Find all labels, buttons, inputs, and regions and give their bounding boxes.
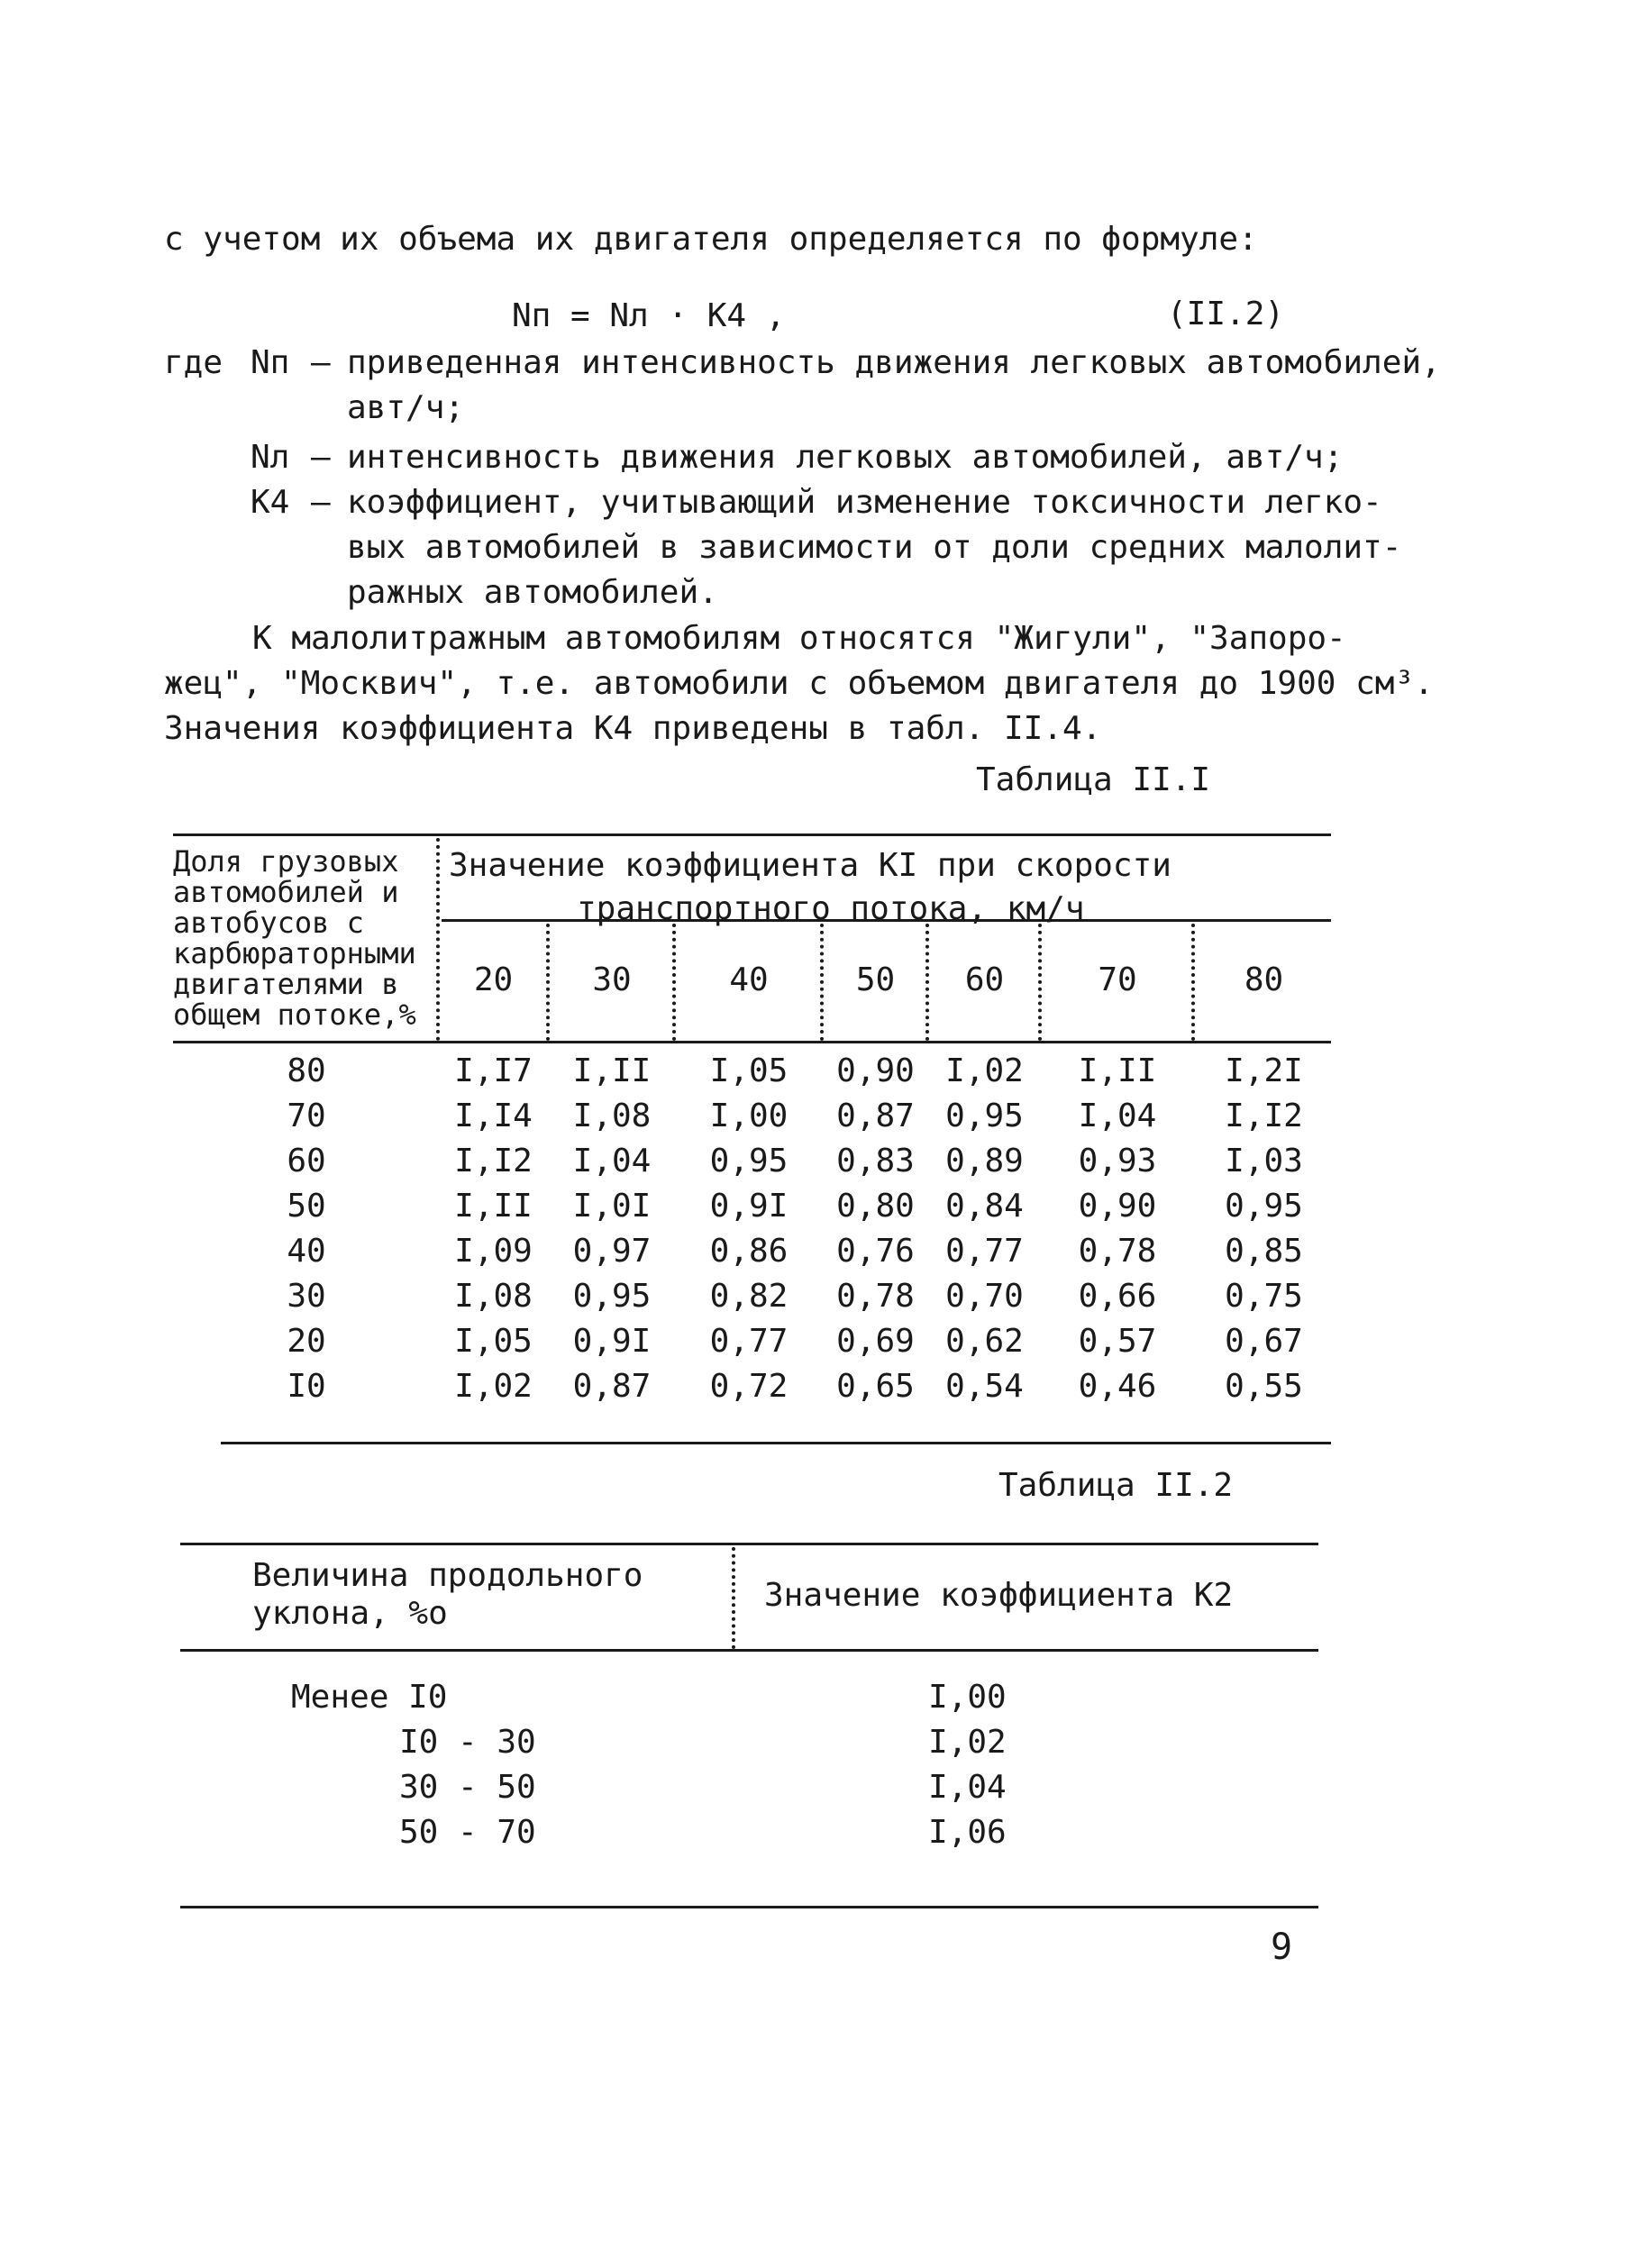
divider <box>925 924 929 1041</box>
table-cell: 0,66 <box>1078 1278 1157 1315</box>
table-cell: 0,67 <box>1225 1323 1303 1360</box>
row-header-line: двигателями в <box>173 967 399 1001</box>
table-cell: Менее I0 <box>291 1679 448 1716</box>
row-header-line: автобусов с <box>173 906 364 940</box>
table-cell: 0,78 <box>1078 1233 1157 1270</box>
table-cell: I,II <box>572 1052 652 1089</box>
row-header-line: общем потоке,% <box>173 997 416 1032</box>
row-header-line: автомобилей и <box>173 875 399 909</box>
table-cell: 0,57 <box>1078 1323 1157 1360</box>
table-cell: I,II <box>454 1188 533 1225</box>
table-cell: 0,95 <box>945 1098 1024 1134</box>
def-text-cont: вых автомобилей в зависимости от доли средних малолит- <box>347 529 1402 566</box>
def-text: интенсивность движения легковых автомобилей, авт/ч; <box>347 439 1344 476</box>
formula: Nп = Nл · K4 , <box>512 297 786 334</box>
rule-bottom <box>221 1442 1331 1444</box>
table-cell: 0,75 <box>1225 1278 1303 1315</box>
table-cell: I,04 <box>572 1143 652 1180</box>
speed-header: 30 <box>592 961 632 998</box>
intro-line: с учетом их объема их двигателя определяется по формуле: <box>164 221 1258 258</box>
table-cell: I,04 <box>1078 1098 1157 1134</box>
rule-head-bottom <box>173 1041 1331 1043</box>
table-cell: I,02 <box>945 1052 1024 1089</box>
table-cell: I,2I <box>1225 1052 1303 1089</box>
row-header-line: карбюраторными <box>173 936 416 970</box>
table-cell: 0,95 <box>1225 1188 1303 1225</box>
table-cell: 0,55 <box>1225 1368 1303 1405</box>
row-share: 70 <box>287 1098 326 1134</box>
def-text: приведенная интенсивность движения легковых автомобилей, <box>347 344 1441 381</box>
table-cell: I,I7 <box>454 1052 533 1089</box>
paragraph-line: Значения коэффициента К4 приведены в табл. II.4. <box>164 710 1102 747</box>
rule-head-bottom <box>180 1649 1318 1652</box>
table-cell: 0,90 <box>836 1052 915 1089</box>
table-cell: 0,95 <box>572 1278 652 1315</box>
row-share: 30 <box>287 1278 326 1315</box>
table-cell: I,I2 <box>1225 1098 1303 1134</box>
paragraph-line: К малолитражным автомобилям относятся "Жигули", "Запоро- <box>252 620 1346 657</box>
table-cell: I,0I <box>572 1188 652 1225</box>
divider <box>436 838 440 1041</box>
table-cell: 0,54 <box>945 1368 1024 1405</box>
speed-header: 40 <box>729 961 769 998</box>
table-cell: 0,87 <box>572 1368 652 1405</box>
rule-top <box>173 833 1331 836</box>
table-caption: Таблица II.I <box>976 761 1211 798</box>
def-text: коэффициент, учитывающий изменение токсичности легко- <box>347 484 1382 521</box>
table-cell: 0,93 <box>1078 1143 1157 1180</box>
column-header: уклона, %о <box>252 1595 448 1632</box>
column-subheader: транспортного потока, км/ч <box>577 890 1085 927</box>
def-dash: – <box>311 439 331 476</box>
table-cell: I0 - 30 <box>399 1724 536 1761</box>
column-header: Значение коэффициента К2 <box>764 1577 1234 1614</box>
table-cell: 0,70 <box>945 1278 1024 1315</box>
def-text-cont: авт/ч; <box>347 389 465 426</box>
table-cell: 0,82 <box>709 1278 789 1315</box>
table-cell: 0,69 <box>836 1323 915 1360</box>
table-cell: 0,95 <box>709 1143 789 1180</box>
def-dash: – <box>311 484 331 521</box>
paragraph-line: жец", "Москвич", т.е. автомобили с объемом двигателя до 1900 см³. <box>164 665 1434 702</box>
table-cell: I,02 <box>454 1368 533 1405</box>
table-cell: I,05 <box>709 1052 789 1089</box>
table-cell: I,00 <box>709 1098 789 1134</box>
table-cell: 0,97 <box>572 1233 652 1270</box>
page-number: 9 <box>1271 1926 1293 1968</box>
def-symbol: K4 <box>251 484 290 521</box>
def-dash: – <box>311 344 331 381</box>
table-cell: I,00 <box>928 1679 1007 1716</box>
table-cell: 0,76 <box>836 1233 915 1270</box>
row-share: 40 <box>287 1233 326 1270</box>
speed-header: 70 <box>1098 961 1137 998</box>
where-label: где <box>164 344 223 381</box>
table-cell: I,06 <box>928 1814 1007 1851</box>
rule-top <box>180 1543 1318 1545</box>
table-cell: I,09 <box>454 1233 533 1270</box>
table-cell: 0,9I <box>572 1323 652 1360</box>
table-cell: 0,62 <box>945 1323 1024 1360</box>
table-cell: 0,89 <box>945 1143 1024 1180</box>
table-cell: I,05 <box>454 1323 533 1360</box>
speed-header: 20 <box>473 961 514 998</box>
divider <box>1038 924 1042 1041</box>
speed-header: 80 <box>1244 961 1284 998</box>
table-cell: I,02 <box>928 1724 1007 1761</box>
formula-number: (II.2) <box>1167 296 1285 332</box>
table-cell: 0,77 <box>709 1323 789 1360</box>
row-share: 50 <box>287 1188 326 1225</box>
table-caption: Таблица II.2 <box>998 1467 1234 1504</box>
table-cell: 0,72 <box>709 1368 789 1405</box>
table-cell: I,08 <box>454 1278 533 1315</box>
def-symbol: Nл <box>251 439 290 476</box>
table-cell: I,II <box>1078 1052 1157 1089</box>
table-cell: 0,80 <box>836 1188 915 1225</box>
table-cell: 0,84 <box>945 1188 1024 1225</box>
table-cell: 0,9I <box>709 1188 789 1225</box>
row-header-line: Доля грузовых <box>173 844 399 879</box>
divider <box>732 1547 735 1649</box>
row-share: 60 <box>287 1143 326 1180</box>
divider <box>1191 924 1195 1041</box>
def-symbol: Nп <box>251 344 290 381</box>
rule-bottom <box>180 1906 1318 1908</box>
table-cell: 0,46 <box>1078 1368 1157 1405</box>
table-cell: I,04 <box>928 1769 1007 1806</box>
table-cell: 0,86 <box>709 1233 789 1270</box>
speed-header: 50 <box>855 961 896 998</box>
table-cell: 50 - 70 <box>399 1814 536 1851</box>
table-cell: 0,77 <box>945 1233 1024 1270</box>
table-cell: 0,65 <box>836 1368 915 1405</box>
table-cell: 0,85 <box>1225 1233 1303 1270</box>
table-cell: 0,90 <box>1078 1188 1157 1225</box>
row-share: 80 <box>287 1052 326 1089</box>
table-cell: I,I4 <box>454 1098 533 1134</box>
speed-header: 60 <box>964 961 1005 998</box>
table-cell: 0,87 <box>836 1098 915 1134</box>
def-text-cont: ражных автомобилей. <box>347 574 718 611</box>
divider <box>546 924 550 1041</box>
column-header: Величина продольного <box>252 1557 643 1594</box>
table-cell: 0,78 <box>836 1278 915 1315</box>
table-cell: I,I2 <box>454 1143 533 1180</box>
column-header: Значение коэффициента КI при скорости <box>449 847 1171 884</box>
row-share: I0 <box>287 1368 326 1405</box>
divider <box>820 924 824 1041</box>
table-cell: I,03 <box>1225 1143 1303 1180</box>
row-share: 20 <box>287 1323 326 1360</box>
table-cell: 30 - 50 <box>399 1769 536 1806</box>
table-cell: I,08 <box>572 1098 652 1134</box>
divider <box>672 924 676 1041</box>
table-cell: 0,83 <box>836 1143 915 1180</box>
